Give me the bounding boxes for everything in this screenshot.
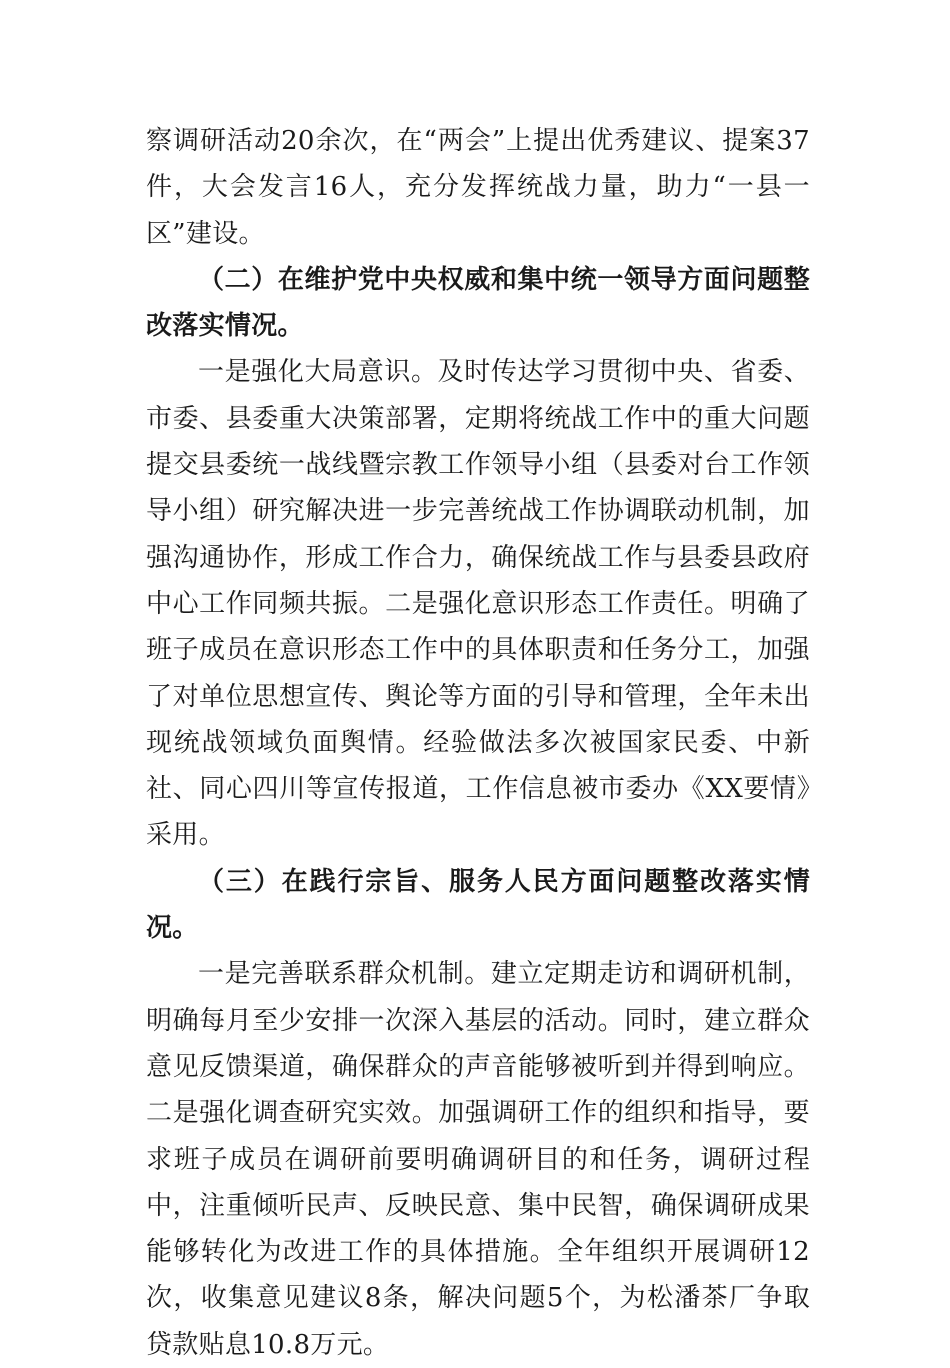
paragraph-section-3-body: 一是完善联系群众机制。建立定期走访和调研机制，明确每月至少安排一次深入基层的活动。同时，建立群众意见反馈渠道，确保群众的声音能够被听到并得到响应。二是强化调查研究实效。加强调研工作的组织和指导，要求班子成员在调研前要明确调研目的和任务，调研过程中，注重倾听民声、反映民意、集中民智，确保调研成果能够转化为改进工作的具体措施。全年组织开展调研12次，收集意见建议8条，解决问题5个，为松潘茶厂争取贷款贴息10.8万元。 — [146, 959, 810, 1360]
paragraph-continuation: 察调研活动20余次，在“两会”上提出优秀建议、提案37件，大会发言16人，充分发挥统战力量，助力“一县一区”建设。 — [146, 126, 810, 249]
document-body — [146, 118, 810, 1368]
section-heading-2: （二）在维护党中央权威和集中统一领导方面问题整改落实情况。 — [146, 264, 810, 342]
section-heading-3: （三）在践行宗旨、服务人民方面问题整改落实情况。 — [146, 866, 810, 944]
paragraph-section-2-body: 一是强化大局意识。及时传达学习贯彻中央、省委、市委、县委重大决策部署，定期将统战工作中的重大问题提交县委统一战线暨宗教工作领导小组（县委对台工作领导小组）研究解决进一步完善统战工作协调联动机制，加强沟通协作，形成工作合力，确保统战工作与县委县政府中心工作同频共振。二是强化意识形态工作责任。明确了班子成员在意识形态工作中的具体职责和任务分工，加强了对单位思想宣传、舆论等方面的引导和管理，全年未出现统战领域负面舆情。经验做法多次被国家民委、中新社、同心四川等宣传报道，工作信息被市委办《XX要情》采用。 — [146, 357, 810, 851]
